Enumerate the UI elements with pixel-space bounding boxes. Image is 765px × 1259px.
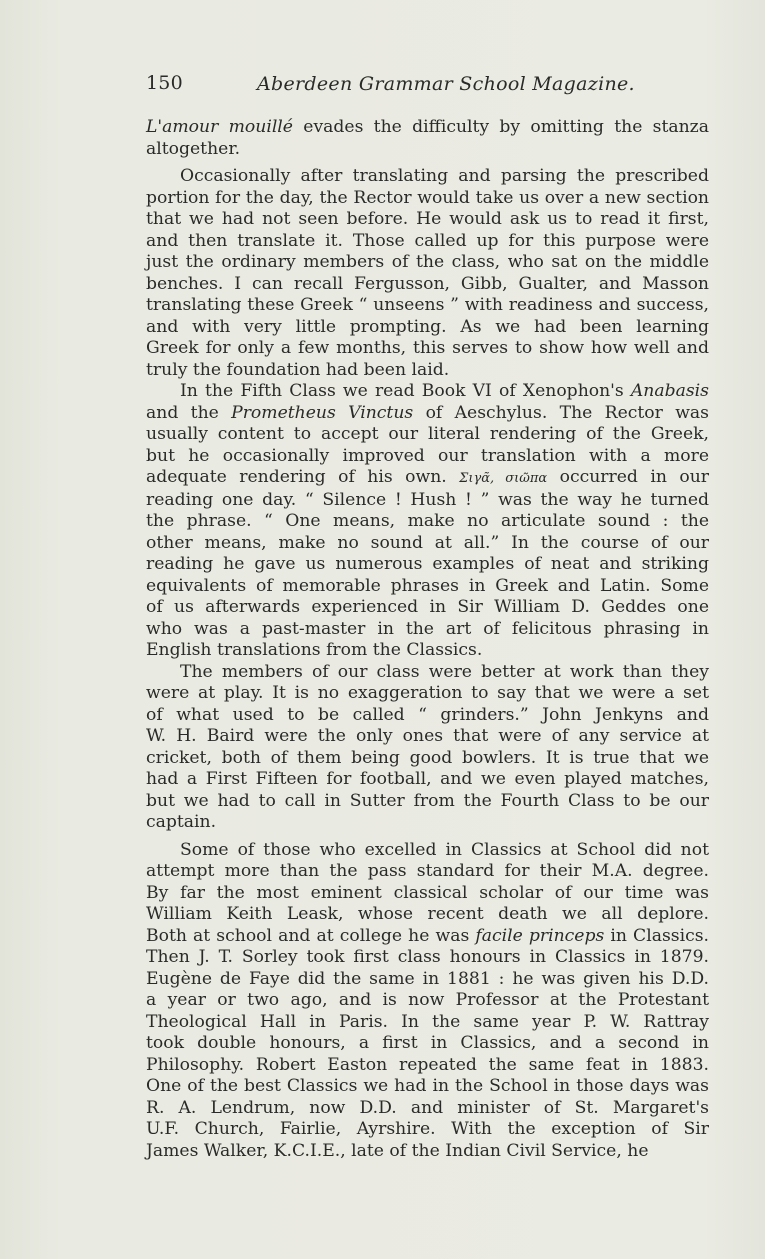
text-line: reading one day. “ Silence ! Hush ! ” was the way he turned: [146, 489, 709, 510]
text-line: and then translate it. Those called up for this purpose were: [146, 230, 709, 251]
text-line: portion for the day, the Rector would take us over a new section: [146, 187, 709, 208]
text-line: and with very little prompting. As we had been learning: [146, 316, 709, 337]
text-line: Occasionally after translating and parsing the prescribed: [180, 166, 709, 186]
page-number: 150: [146, 72, 183, 94]
text-line: cricket, both of them being good bowlers. It is true that we: [146, 747, 709, 768]
text-line: but we had to call in Sutter from the Fourth Class to be our: [146, 790, 709, 811]
text-line: usually content to accept our literal rendering of the Greek,: [146, 424, 709, 444]
text-line: captain.: [146, 812, 217, 832]
text-line: Philosophy. Robert Easton repeated the same feat in 1883.: [146, 1054, 709, 1075]
text-line: who was a past-master in the art of felicitous phrasing in: [146, 618, 709, 639]
text-line: took double honours, a first in Classics, and a second in: [146, 1033, 709, 1053]
text-line: English translations from the Classics.: [146, 640, 483, 660]
text-line: One of the best Classics we had in the School in those days was: [146, 1076, 709, 1096]
text-line: benches. I can recall Fergusson, Gibb, Gualter, and Masson: [146, 273, 709, 294]
article-body: [146, 117, 709, 1162]
text-line: Then J. T. Sorley took first class honours in Classics in 1879.: [146, 947, 709, 967]
text-line: that we had not seen before. He would ask us to read it first,: [146, 209, 709, 229]
text-line: L'amour mouillé evades the difficulty by omitting the stanza: [146, 117, 709, 137]
text-line: R. A. Lendrum, now D.D. and minister of St. Margaret's: [146, 1097, 709, 1118]
paragraph: [146, 117, 709, 160]
text-line: W. H. Baird were the only ones that were of any service at: [146, 726, 709, 746]
text-line: attempt more than the pass standard for their M.A. degree.: [146, 861, 709, 881]
text-line: and the Prometheus Vinctus of Aeschylus. The Rector was: [146, 402, 709, 423]
text-line: the phrase. “ One means, make no articulate sound : the: [146, 511, 709, 531]
text-line: equivalents of memorable phrases in Greek and Latin. Some: [146, 575, 709, 596]
text-line: Eugène de Faye did the same in 1881 : he was given his D.D.: [146, 968, 709, 989]
text-line: Theological Hall in Paris. In the same year P. W. Rattray: [146, 1011, 709, 1032]
text-line: William Keith Leask, whose recent death we all deplore.: [146, 904, 709, 924]
page-header: [146, 70, 635, 102]
text-line: adequate rendering of his own. Σιγᾶ, σιῶπα occurred in our: [146, 467, 709, 487]
text-line: other means, make no sound at all.” In the course of our: [146, 532, 709, 553]
paragraph: [146, 166, 709, 381]
text-line: of what used to be called “ grinders.” John Jenkyns and: [146, 704, 709, 725]
running-title: Aberdeen Grammar School Magazine.: [257, 73, 635, 95]
text-line: a year or two ago, and is now Professor at the Protestant: [146, 990, 709, 1010]
text-line: truly the foundation had been laid.: [146, 359, 450, 380]
text-line: translating these Greek “ unseens ” with readiness and success,: [146, 295, 709, 315]
text-line: Some of those who excelled in Classics at School did not: [180, 839, 709, 860]
text-line: U.F. Church, Fairlie, Ayrshire. With the exception of Sir: [146, 1119, 709, 1139]
text-line: altogether.: [146, 138, 241, 159]
text-line: had a First Fifteen for football, and we even played matches,: [146, 769, 709, 789]
text-line: but he occasionally improved our translation with a more: [146, 445, 709, 466]
text-line: In the Fifth Class we read Book VI of Xenophon's Anabasis: [180, 381, 709, 401]
text-line: just the ordinary members of the class, who sat on the middle: [146, 252, 709, 272]
text-line: were at play. It is no exaggeration to say that we were a set: [146, 683, 709, 703]
paragraph: [146, 381, 709, 662]
paragraph: [146, 840, 709, 1163]
text-line: The members of our class were better at work than they: [180, 661, 709, 682]
text-line: James Walker, K.C.I.E., late of the Indian Civil Service, he: [146, 1140, 649, 1161]
paragraph: [146, 662, 709, 834]
text-line: Both at school and at college he was facile princeps in Classics.: [146, 925, 709, 946]
text-line: of us afterwards experienced in Sir William D. Geddes one: [146, 597, 709, 617]
text-line: Greek for only a few months, this serves to show how well and: [146, 338, 709, 358]
text-line: By far the most eminent classical scholar of our time was: [146, 882, 709, 903]
text-line: reading he gave us numerous examples of neat and striking: [146, 554, 709, 574]
